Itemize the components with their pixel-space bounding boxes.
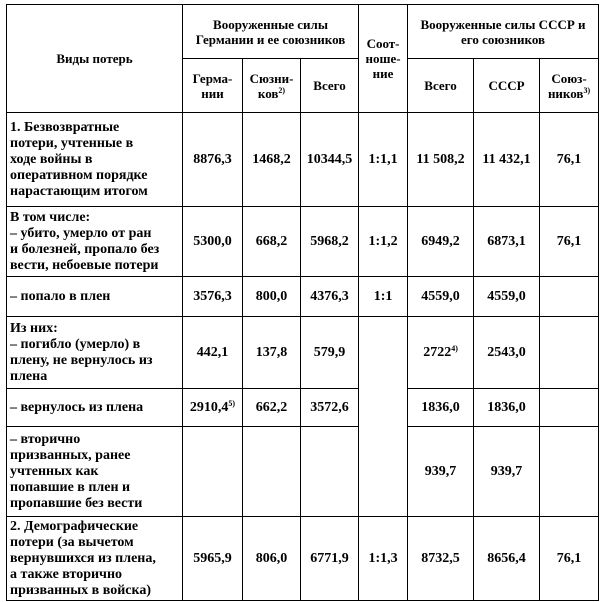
cell-germany: 5965,9 — [183, 517, 243, 601]
cell-allies — [243, 427, 301, 517]
table-row — [7, 317, 599, 389]
cell-allies: 668,2 — [243, 207, 301, 277]
cell-total — [301, 427, 359, 517]
cell-ussr: 11 432,1 — [474, 113, 540, 207]
header-total: Всего — [301, 59, 359, 113]
cell-total: 6771,9 — [301, 517, 359, 601]
row-label: В том числе: – убито, умерло от ран и болезней, пропало без вести, небоевые потери — [7, 207, 183, 277]
cell-total: 5968,2 — [301, 207, 359, 277]
losses-table — [6, 4, 599, 601]
cell-allies: 662,2 — [243, 389, 301, 427]
cell-ratio-empty — [359, 317, 408, 517]
cell-germany — [183, 427, 243, 517]
cell-ussr: 1836,0 — [474, 389, 540, 427]
cell-ussr-allies — [540, 317, 599, 389]
cell-ussr-total: 1836,0 — [408, 389, 474, 427]
cell-germany: 2910,4$^{5)}$ — [183, 389, 243, 427]
cell-ussr-allies — [540, 277, 599, 317]
cell-allies: 137,8 — [243, 317, 301, 389]
row-label: – вторично призванных, ранее учтенных как попавшие в плен и пропавшие без вести — [7, 427, 183, 517]
footnote-5: 5) — [228, 398, 236, 408]
cell-total: 4376,3 — [301, 277, 359, 317]
row-label: 2. Демографические потери (за вычетом вернувшихся из плена, а также вторично призванных в войска) — [7, 517, 183, 601]
row-label: – вернулось из плена — [7, 389, 183, 427]
cell-allies: 806,0 — [243, 517, 301, 601]
table-row — [7, 277, 599, 317]
row-label: Из них: – погибло (умерло) в плену, не вернулось из плена — [7, 317, 183, 389]
cell-ussr-total: 2722$^{4)}$ — [408, 317, 474, 389]
cell-ussr: 939,7 — [474, 427, 540, 517]
cell-ratio: 1:1,3 — [359, 517, 408, 601]
footnote-4: 4) — [451, 343, 458, 353]
cell-germany: 442,1 — [183, 317, 243, 389]
cell-ussr-allies — [540, 389, 599, 427]
header-loss-types: Виды потерь — [7, 5, 183, 113]
header-germany: Герма- нии — [183, 59, 243, 113]
row-label: 1. Безвозвратные потери, учтенные в ходе войны в оперативном порядке нарастающим итогом — [7, 113, 183, 207]
header-ussr-group: Вооруженные силы СССР и его союзников — [408, 5, 599, 59]
cell-ussr-total: 11 508,2 — [408, 113, 474, 207]
cell-allies: 800,0 — [243, 277, 301, 317]
cell-ratio: 1:1,2 — [359, 207, 408, 277]
cell-ratio: 1:1,1 — [359, 113, 408, 207]
table-row — [7, 113, 599, 207]
cell-ussr-total: 939,7 — [408, 427, 474, 517]
table-row — [7, 427, 599, 517]
cell-ussr-allies — [540, 427, 599, 517]
cell-ussr-allies: 76,1 — [540, 207, 599, 277]
cell-total: 579,9 — [301, 317, 359, 389]
header-allies: Сюзни-ков$^{2)}$ — [243, 59, 301, 113]
cell-ussr-total: 8732,5 — [408, 517, 474, 601]
cell-ratio: 1:1 — [359, 277, 408, 317]
cell-ussr-allies: 76,1 — [540, 517, 599, 601]
footnote-3: 3) — [583, 85, 591, 95]
cell-ussr: 2543,0 — [474, 317, 540, 389]
cell-ussr: 6873,1 — [474, 207, 540, 277]
cell-ussr-total: 6949,2 — [408, 207, 474, 277]
header-germany-group: Вооруженные силы Германии и ее союзников — [183, 5, 359, 59]
cell-allies: 1468,2 — [243, 113, 301, 207]
table-row — [7, 207, 599, 277]
header-ratio: Соот- ноше- ние — [359, 5, 408, 113]
cell-germany: 5300,0 — [183, 207, 243, 277]
header-ussr-total: Всего — [408, 59, 474, 113]
cell-ussr-total: 4559,0 — [408, 277, 474, 317]
cell-ussr: 4559,0 — [474, 277, 540, 317]
table-row — [7, 517, 599, 601]
cell-total: 10344,5 — [301, 113, 359, 207]
cell-total: 3572,6 — [301, 389, 359, 427]
cell-ussr: 8656,4 — [474, 517, 540, 601]
footnote-2: 2) — [278, 85, 286, 95]
cell-germany: 3576,3 — [183, 277, 243, 317]
header-ussr-allies: Союз-ников$^{3)}$ — [540, 59, 599, 113]
row-label: – попало в плен — [7, 277, 183, 317]
table-row — [7, 389, 599, 427]
header-ussr: СССР — [474, 59, 540, 113]
cell-germany: 8876,3 — [183, 113, 243, 207]
cell-ussr-allies: 76,1 — [540, 113, 599, 207]
